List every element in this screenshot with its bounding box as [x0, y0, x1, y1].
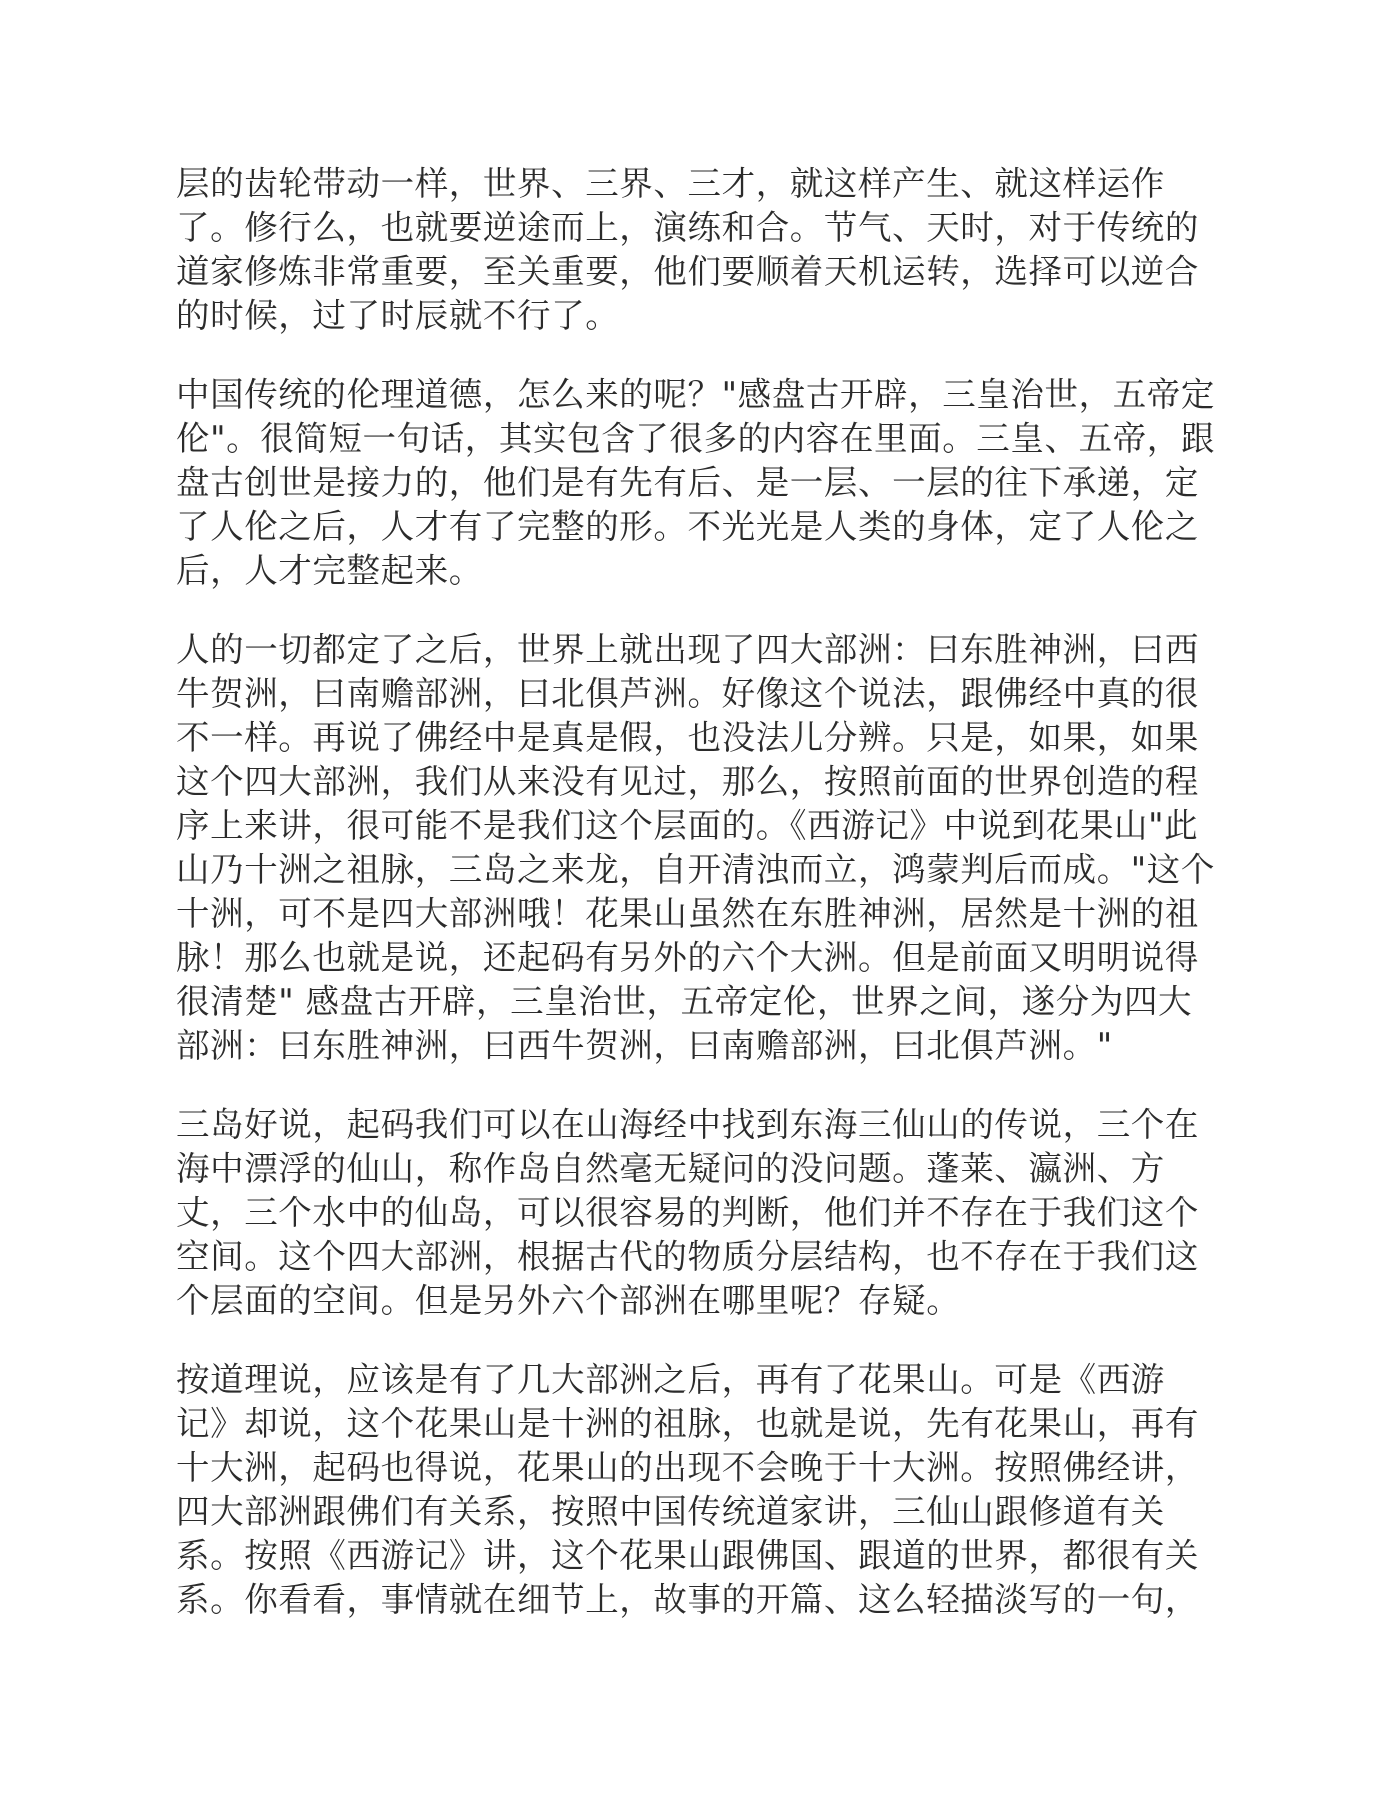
text-line: 丈，三个水中的仙岛，可以很容易的判断，他们并不存在于我们这个 [176, 1193, 1199, 1232]
text-line: 后，人才完整起来。 [176, 551, 483, 590]
text-line: 海中漂浮的仙山，称作岛自然毫无疑问的没问题。蓬莱、瀛洲、方 [176, 1149, 1165, 1188]
paragraph-2 [176, 373, 1216, 593]
text-line: 山乃十洲之祖脉，三岛之来龙，自开清浊而立，鸿蒙判后而成。"这个 [176, 850, 1216, 889]
paragraph-3 [176, 628, 1216, 1068]
text-line: 牛贺洲，曰南赡部洲，曰北俱芦洲。好像这个说法，跟佛经中真的很 [176, 674, 1199, 713]
text-line: 道家修炼非常重要，至关重要，他们要顺着天机运转，选择可以逆合 [176, 252, 1199, 291]
text-line: 脉！那么也就是说，还起码有另外的六个大洲。但是前面又明明说得 [176, 938, 1199, 977]
text-line: 十大洲，起码也得说，花果山的出现不会晚于十大洲。按照佛经讲， [176, 1448, 1199, 1487]
text-line: 系。你看看，事情就在细节上，故事的开篇、这么轻描淡写的一句， [176, 1580, 1199, 1619]
text-line: 记》却说，这个花果山是十洲的祖脉，也就是说，先有花果山，再有 [176, 1404, 1199, 1443]
text-line: 层的齿轮带动一样，世界、三界、三才，就这样产生、就这样运作 [176, 164, 1165, 203]
text-line: 的时候，过了时辰就不行了。 [176, 296, 620, 335]
text-line: 了人伦之后，人才有了完整的形。不光光是人类的身体，定了人伦之 [176, 507, 1199, 546]
text-line: 这个四大部洲，我们从来没有见过，那么，按照前面的世界创造的程 [176, 762, 1199, 801]
paragraph-5 [176, 1358, 1216, 1622]
text-line: 伦"。很简短一句话，其实包含了很多的内容在里面。三皇、五帝，跟 [176, 419, 1216, 458]
text-line: 个层面的空间。但是另外六个部洲在哪里呢？存疑。 [176, 1281, 961, 1320]
text-line: 四大部洲跟佛们有关系，按照中国传统道家讲，三仙山跟修道有关 [176, 1492, 1165, 1531]
text-line: 按道理说，应该是有了几大部洲之后，再有了花果山。可是《西游 [176, 1360, 1165, 1399]
text-line: 三岛好说，起码我们可以在山海经中找到东海三仙山的传说，三个在 [176, 1105, 1199, 1144]
text-line: 很清楚" 感盘古开辟，三皇治世，五帝定伦，世界之间，遂分为四大 [176, 982, 1193, 1021]
text-line: 空间。这个四大部洲，根据古代的物质分层结构，也不存在于我们这 [176, 1237, 1199, 1276]
text-line: 不一样。再说了佛经中是真是假，也没法儿分辨。只是，如果，如果 [176, 718, 1199, 757]
text-line: 中国传统的伦理道德，怎么来的呢？"感盘古开辟，三皇治世，五帝定 [176, 375, 1216, 414]
text-line: 部洲：曰东胜神洲，曰西牛贺洲，曰南赡部洲，曰北俱芦洲。" [176, 1026, 1113, 1065]
text-line: 十洲，可不是四大部洲哦！花果山虽然在东胜神洲，居然是十洲的祖 [176, 894, 1199, 933]
body-text [176, 162, 1216, 1657]
text-line: 了。修行么，也就要逆途而上，演练和合。节气、天时，对于传统的 [176, 208, 1199, 247]
paragraph-1 [176, 162, 1216, 338]
text-line: 人的一切都定了之后，世界上就出现了四大部洲：曰东胜神洲，曰西 [176, 630, 1199, 669]
text-line: 序上来讲，很可能不是我们这个层面的。《西游记》中说到花果山"此 [176, 806, 1199, 845]
text-line: 系。按照《西游记》讲，这个花果山跟佛国、跟道的世界，都很有关 [176, 1536, 1199, 1575]
text-line: 盘古创世是接力的，他们是有先有后、是一层、一层的往下承递，定 [176, 463, 1199, 502]
paragraph-4 [176, 1103, 1216, 1323]
